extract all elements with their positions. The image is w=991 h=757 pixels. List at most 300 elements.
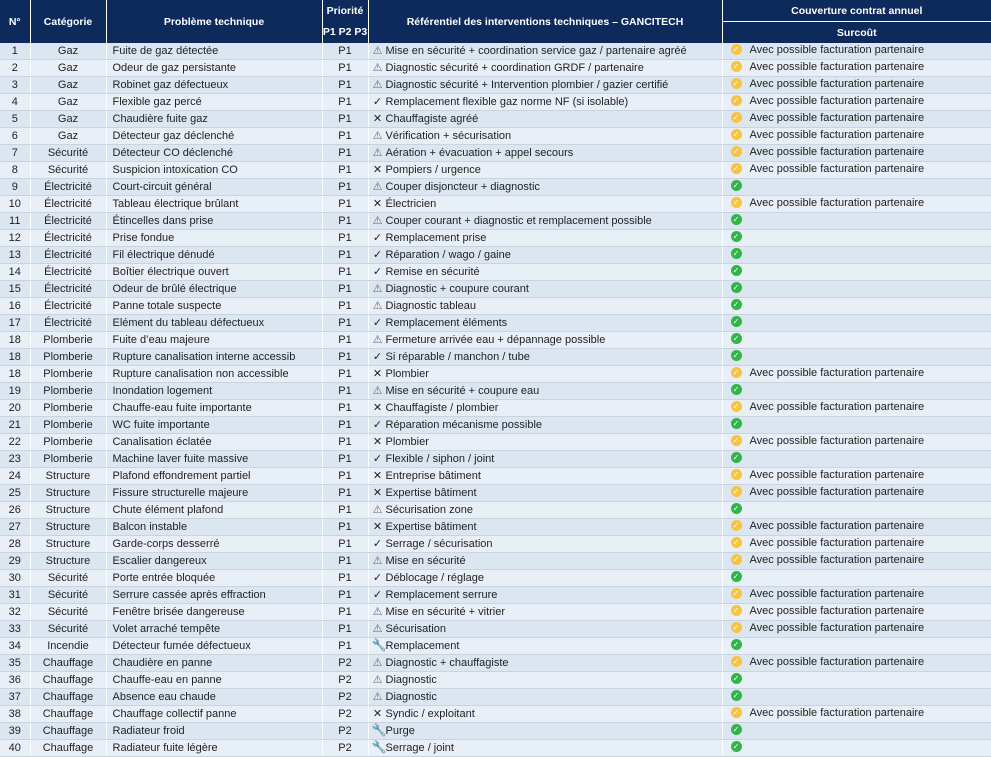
category-cell[interactable]: Structure [30, 553, 106, 570]
header-problem[interactable]: Problème technique [106, 0, 322, 43]
category-cell[interactable]: Chauffage [30, 706, 106, 723]
problem-cell[interactable]: Panne totale suspecte [106, 298, 322, 315]
row-number-cell[interactable]: 18 [0, 366, 30, 383]
coverage-cell[interactable] [722, 417, 991, 434]
problem-cell[interactable]: Suspicion intoxication CO [106, 162, 322, 179]
row-number-cell[interactable]: 17 [0, 315, 30, 332]
intervention-cell[interactable] [368, 264, 722, 281]
priority-cell[interactable]: P1 [322, 553, 368, 570]
coverage-cell[interactable] [722, 655, 991, 672]
problem-cell[interactable]: Court-circuit général [106, 179, 322, 196]
row-number-cell[interactable]: 18 [0, 349, 30, 366]
category-cell[interactable]: Électricité [30, 230, 106, 247]
category-cell[interactable]: Électricité [30, 264, 106, 281]
coverage-cell[interactable] [722, 383, 991, 400]
row-number-cell[interactable]: 33 [0, 621, 30, 638]
problem-cell[interactable]: Détecteur fumée défectueux [106, 638, 322, 655]
coverage-cell[interactable] [722, 706, 991, 723]
coverage-cell[interactable] [722, 60, 991, 77]
priority-cell[interactable]: P1 [322, 502, 368, 519]
priority-cell[interactable]: P1 [322, 485, 368, 502]
intervention-cell[interactable] [368, 553, 722, 570]
table-row[interactable] [0, 468, 991, 485]
row-number-cell[interactable]: 20 [0, 400, 30, 417]
table-row[interactable] [0, 213, 991, 230]
row-number-cell[interactable]: 1 [0, 43, 30, 60]
priority-cell[interactable]: P1 [322, 60, 368, 77]
table-row[interactable] [0, 723, 991, 740]
table-row[interactable] [0, 366, 991, 383]
intervention-cell[interactable] [368, 196, 722, 213]
intervention-cell[interactable] [368, 162, 722, 179]
coverage-cell[interactable] [722, 672, 991, 689]
coverage-cell[interactable] [722, 179, 991, 196]
problem-cell[interactable]: Tableau électrique brûlant [106, 196, 322, 213]
priority-cell[interactable]: P1 [322, 621, 368, 638]
problem-cell[interactable]: Escalier dangereux [106, 553, 322, 570]
row-number-cell[interactable]: 16 [0, 298, 30, 315]
row-number-cell[interactable]: 10 [0, 196, 30, 213]
row-number-cell[interactable]: 22 [0, 434, 30, 451]
table-row[interactable] [0, 247, 991, 264]
coverage-cell[interactable] [722, 281, 991, 298]
priority-cell[interactable]: P1 [322, 332, 368, 349]
priority-cell[interactable]: P1 [322, 451, 368, 468]
problem-cell[interactable]: Porte entrée bloquée [106, 570, 322, 587]
priority-cell[interactable]: P1 [322, 264, 368, 281]
row-number-cell[interactable]: 25 [0, 485, 30, 502]
intervention-cell[interactable] [368, 213, 722, 230]
intervention-cell[interactable] [368, 417, 722, 434]
category-cell[interactable]: Sécurité [30, 570, 106, 587]
row-number-cell[interactable]: 15 [0, 281, 30, 298]
row-number-cell[interactable]: 30 [0, 570, 30, 587]
priority-cell[interactable]: P1 [322, 43, 368, 60]
problem-cell[interactable]: Fuite de gaz détectée [106, 43, 322, 60]
problem-cell[interactable]: Fenêtre brisée dangereuse [106, 604, 322, 621]
coverage-cell[interactable] [722, 349, 991, 366]
problem-cell[interactable]: Balcon instable [106, 519, 322, 536]
header-priority-levels[interactable]: P1 P2 P3 [322, 22, 368, 44]
table-row[interactable] [0, 502, 991, 519]
priority-cell[interactable]: P1 [322, 179, 368, 196]
category-cell[interactable]: Plomberie [30, 349, 106, 366]
category-cell[interactable]: Sécurité [30, 162, 106, 179]
category-cell[interactable]: Chauffage [30, 689, 106, 706]
row-number-cell[interactable]: 24 [0, 468, 30, 485]
table-row[interactable] [0, 689, 991, 706]
coverage-cell[interactable] [722, 604, 991, 621]
row-number-cell[interactable]: 26 [0, 502, 30, 519]
priority-cell[interactable]: P1 [322, 587, 368, 604]
row-number-cell[interactable]: 28 [0, 536, 30, 553]
intervention-cell[interactable] [368, 145, 722, 162]
intervention-cell[interactable] [368, 298, 722, 315]
coverage-cell[interactable] [722, 77, 991, 94]
priority-cell[interactable]: P1 [322, 281, 368, 298]
table-row[interactable] [0, 43, 991, 60]
intervention-cell[interactable] [368, 655, 722, 672]
coverage-cell[interactable] [722, 553, 991, 570]
priority-cell[interactable]: P1 [322, 94, 368, 111]
table-row[interactable] [0, 672, 991, 689]
intervention-cell[interactable] [368, 485, 722, 502]
problem-cell[interactable]: Chauffe-eau fuite importante [106, 400, 322, 417]
intervention-cell[interactable] [368, 247, 722, 264]
intervention-cell[interactable] [368, 434, 722, 451]
row-number-cell[interactable]: 23 [0, 451, 30, 468]
row-number-cell[interactable]: 31 [0, 587, 30, 604]
table-row[interactable] [0, 77, 991, 94]
category-cell[interactable]: Gaz [30, 77, 106, 94]
priority-cell[interactable]: P2 [322, 689, 368, 706]
intervention-cell[interactable] [368, 604, 722, 621]
table-row[interactable] [0, 434, 991, 451]
problem-cell[interactable]: Canalisation éclatée [106, 434, 322, 451]
priority-cell[interactable]: P1 [322, 604, 368, 621]
problem-cell[interactable]: WC fuite importante [106, 417, 322, 434]
problem-cell[interactable]: Prise fondue [106, 230, 322, 247]
category-cell[interactable]: Chauffage [30, 672, 106, 689]
problem-cell[interactable]: Odeur de brûlé électrique [106, 281, 322, 298]
intervention-cell[interactable] [368, 536, 722, 553]
table-row[interactable] [0, 417, 991, 434]
coverage-cell[interactable] [722, 145, 991, 162]
intervention-cell[interactable] [368, 519, 722, 536]
intervention-cell[interactable] [368, 468, 722, 485]
category-cell[interactable]: Plomberie [30, 332, 106, 349]
intervention-cell[interactable] [368, 570, 722, 587]
intervention-cell[interactable] [368, 111, 722, 128]
table-row[interactable] [0, 604, 991, 621]
category-cell[interactable]: Chauffage [30, 723, 106, 740]
intervention-cell[interactable] [368, 349, 722, 366]
intervention-cell[interactable] [368, 740, 722, 757]
priority-cell[interactable]: P1 [322, 213, 368, 230]
table-row[interactable] [0, 162, 991, 179]
category-cell[interactable]: Plomberie [30, 451, 106, 468]
row-number-cell[interactable]: 11 [0, 213, 30, 230]
row-number-cell[interactable]: 18 [0, 332, 30, 349]
coverage-cell[interactable] [722, 264, 991, 281]
category-cell[interactable]: Électricité [30, 213, 106, 230]
row-number-cell[interactable]: 19 [0, 383, 30, 400]
header-surcharge[interactable]: Surcoût [722, 22, 991, 44]
coverage-cell[interactable] [722, 502, 991, 519]
coverage-cell[interactable] [722, 94, 991, 111]
category-cell[interactable]: Électricité [30, 247, 106, 264]
row-number-cell[interactable]: 32 [0, 604, 30, 621]
coverage-cell[interactable] [722, 332, 991, 349]
problem-cell[interactable]: Détecteur gaz déclenché [106, 128, 322, 145]
problem-cell[interactable]: Chauffage collectif panne [106, 706, 322, 723]
header-coverage[interactable]: Couverture contrat annuel [722, 0, 991, 22]
intervention-cell[interactable] [368, 723, 722, 740]
category-cell[interactable]: Plomberie [30, 400, 106, 417]
row-number-cell[interactable]: 7 [0, 145, 30, 162]
problem-cell[interactable]: Inondation logement [106, 383, 322, 400]
problem-cell[interactable]: Fil électrique dénudé [106, 247, 322, 264]
priority-cell[interactable]: P1 [322, 128, 368, 145]
row-number-cell[interactable]: 34 [0, 638, 30, 655]
problem-cell[interactable]: Garde-corps desserré [106, 536, 322, 553]
intervention-cell[interactable] [368, 451, 722, 468]
table-row[interactable] [0, 315, 991, 332]
priority-cell[interactable]: P1 [322, 468, 368, 485]
intervention-cell[interactable] [368, 366, 722, 383]
coverage-cell[interactable] [722, 230, 991, 247]
category-cell[interactable]: Gaz [30, 43, 106, 60]
coverage-cell[interactable] [722, 247, 991, 264]
intervention-cell[interactable] [368, 94, 722, 111]
intervention-cell[interactable] [368, 179, 722, 196]
row-number-cell[interactable]: 13 [0, 247, 30, 264]
row-number-cell[interactable]: 21 [0, 417, 30, 434]
coverage-cell[interactable] [722, 570, 991, 587]
table-row[interactable] [0, 451, 991, 468]
intervention-cell[interactable] [368, 332, 722, 349]
coverage-cell[interactable] [722, 689, 991, 706]
problem-cell[interactable]: Rupture canalisation interne accessib [106, 349, 322, 366]
coverage-cell[interactable] [722, 111, 991, 128]
coverage-cell[interactable] [722, 485, 991, 502]
intervention-cell[interactable] [368, 587, 722, 604]
row-number-cell[interactable]: 29 [0, 553, 30, 570]
priority-cell[interactable]: P2 [322, 655, 368, 672]
coverage-cell[interactable] [722, 468, 991, 485]
problem-cell[interactable]: Machine laver fuite massive [106, 451, 322, 468]
problem-cell[interactable]: Absence eau chaude [106, 689, 322, 706]
priority-cell[interactable]: P1 [322, 570, 368, 587]
problem-cell[interactable]: Détecteur CO déclenché [106, 145, 322, 162]
table-row[interactable] [0, 587, 991, 604]
category-cell[interactable]: Sécurité [30, 145, 106, 162]
coverage-cell[interactable] [722, 366, 991, 383]
table-row[interactable] [0, 94, 991, 111]
priority-cell[interactable]: P2 [322, 706, 368, 723]
intervention-cell[interactable] [368, 230, 722, 247]
coverage-cell[interactable] [722, 196, 991, 213]
row-number-cell[interactable]: 9 [0, 179, 30, 196]
table-row[interactable] [0, 655, 991, 672]
priority-cell[interactable]: P1 [322, 638, 368, 655]
problem-cell[interactable]: Plafond effondrement partiel [106, 468, 322, 485]
category-cell[interactable]: Plomberie [30, 366, 106, 383]
priority-cell[interactable]: P1 [322, 196, 368, 213]
coverage-cell[interactable] [722, 587, 991, 604]
priority-cell[interactable]: P1 [322, 111, 368, 128]
problem-cell[interactable]: Étincelles dans prise [106, 213, 322, 230]
table-row[interactable] [0, 230, 991, 247]
category-cell[interactable]: Gaz [30, 60, 106, 77]
table-row[interactable] [0, 196, 991, 213]
category-cell[interactable]: Électricité [30, 179, 106, 196]
priority-cell[interactable]: P1 [322, 145, 368, 162]
intervention-cell[interactable] [368, 77, 722, 94]
intervention-cell[interactable] [368, 60, 722, 77]
row-number-cell[interactable]: 14 [0, 264, 30, 281]
table-row[interactable] [0, 332, 991, 349]
row-number-cell[interactable]: 5 [0, 111, 30, 128]
intervention-cell[interactable] [368, 400, 722, 417]
table-row[interactable] [0, 519, 991, 536]
category-cell[interactable]: Incendie [30, 638, 106, 655]
header-num[interactable]: N° [0, 0, 30, 43]
problem-cell[interactable]: Boîtier électrique ouvert [106, 264, 322, 281]
category-cell[interactable]: Sécurité [30, 621, 106, 638]
intervention-cell[interactable] [368, 689, 722, 706]
intervention-cell[interactable] [368, 128, 722, 145]
priority-cell[interactable]: P1 [322, 519, 368, 536]
priority-cell[interactable]: P1 [322, 315, 368, 332]
row-number-cell[interactable]: 36 [0, 672, 30, 689]
row-number-cell[interactable]: 27 [0, 519, 30, 536]
priority-cell[interactable]: P1 [322, 536, 368, 553]
row-number-cell[interactable]: 3 [0, 77, 30, 94]
category-cell[interactable]: Gaz [30, 128, 106, 145]
table-row[interactable] [0, 60, 991, 77]
table-row[interactable] [0, 536, 991, 553]
header-priority[interactable]: Priorité [322, 0, 368, 22]
priority-cell[interactable]: P1 [322, 162, 368, 179]
row-number-cell[interactable]: 8 [0, 162, 30, 179]
coverage-cell[interactable] [722, 519, 991, 536]
problem-cell[interactable]: Radiateur froid [106, 723, 322, 740]
coverage-cell[interactable] [722, 400, 991, 417]
intervention-cell[interactable] [368, 706, 722, 723]
category-cell[interactable]: Structure [30, 485, 106, 502]
priority-cell[interactable]: P1 [322, 230, 368, 247]
header-category[interactable]: Catégorie [30, 0, 106, 43]
table-row[interactable] [0, 706, 991, 723]
header-reference[interactable]: Référentiel des interventions techniques – GANCITECH [368, 0, 722, 43]
coverage-cell[interactable] [722, 740, 991, 757]
priority-cell[interactable]: P1 [322, 298, 368, 315]
intervention-cell[interactable] [368, 383, 722, 400]
priority-cell[interactable]: P2 [322, 740, 368, 757]
priority-cell[interactable]: P1 [322, 434, 368, 451]
table-row[interactable] [0, 740, 991, 757]
category-cell[interactable]: Sécurité [30, 604, 106, 621]
row-number-cell[interactable]: 35 [0, 655, 30, 672]
category-cell[interactable]: Électricité [30, 298, 106, 315]
coverage-cell[interactable] [722, 434, 991, 451]
intervention-cell[interactable] [368, 672, 722, 689]
problem-cell[interactable]: Chaudière en panne [106, 655, 322, 672]
coverage-cell[interactable] [722, 43, 991, 60]
table-row[interactable] [0, 281, 991, 298]
category-cell[interactable]: Sécurité [30, 587, 106, 604]
coverage-cell[interactable] [722, 315, 991, 332]
priority-cell[interactable]: P1 [322, 400, 368, 417]
problem-cell[interactable]: Chauffe-eau en panne [106, 672, 322, 689]
problem-cell[interactable]: Chute élément plafond [106, 502, 322, 519]
row-number-cell[interactable]: 38 [0, 706, 30, 723]
category-cell[interactable]: Structure [30, 536, 106, 553]
table-row[interactable] [0, 298, 991, 315]
coverage-cell[interactable] [722, 638, 991, 655]
problem-cell[interactable]: Volet arraché tempête [106, 621, 322, 638]
table-row[interactable] [0, 349, 991, 366]
table-row[interactable] [0, 638, 991, 655]
category-cell[interactable]: Plomberie [30, 434, 106, 451]
row-number-cell[interactable]: 37 [0, 689, 30, 706]
table-row[interactable] [0, 179, 991, 196]
row-number-cell[interactable]: 39 [0, 723, 30, 740]
coverage-cell[interactable] [722, 723, 991, 740]
priority-cell[interactable]: P1 [322, 349, 368, 366]
problem-cell[interactable]: Fissure structurelle majeure [106, 485, 322, 502]
row-number-cell[interactable]: 2 [0, 60, 30, 77]
category-cell[interactable]: Structure [30, 468, 106, 485]
table-row[interactable] [0, 570, 991, 587]
table-row[interactable] [0, 400, 991, 417]
intervention-cell[interactable] [368, 502, 722, 519]
category-cell[interactable]: Électricité [30, 315, 106, 332]
problem-cell[interactable]: Odeur de gaz persistante [106, 60, 322, 77]
category-cell[interactable]: Gaz [30, 111, 106, 128]
problem-cell[interactable]: Elément du tableau défectueux [106, 315, 322, 332]
problem-cell[interactable]: Serrure cassée après effraction [106, 587, 322, 604]
intervention-cell[interactable] [368, 315, 722, 332]
category-cell[interactable]: Électricité [30, 196, 106, 213]
row-number-cell[interactable]: 4 [0, 94, 30, 111]
intervention-cell[interactable] [368, 43, 722, 60]
category-cell[interactable]: Structure [30, 502, 106, 519]
coverage-cell[interactable] [722, 621, 991, 638]
table-row[interactable] [0, 553, 991, 570]
category-cell[interactable]: Structure [30, 519, 106, 536]
problem-cell[interactable]: Radiateur fuite légère [106, 740, 322, 757]
table-row[interactable] [0, 485, 991, 502]
table-row[interactable] [0, 264, 991, 281]
table-row[interactable] [0, 383, 991, 400]
category-cell[interactable]: Électricité [30, 281, 106, 298]
priority-cell[interactable]: P1 [322, 383, 368, 400]
table-row[interactable] [0, 621, 991, 638]
row-number-cell[interactable]: 12 [0, 230, 30, 247]
priority-cell[interactable]: P2 [322, 723, 368, 740]
intervention-cell[interactable] [368, 638, 722, 655]
priority-cell[interactable]: P2 [322, 672, 368, 689]
coverage-cell[interactable] [722, 162, 991, 179]
row-number-cell[interactable]: 40 [0, 740, 30, 757]
coverage-cell[interactable] [722, 213, 991, 230]
priority-cell[interactable]: P1 [322, 77, 368, 94]
problem-cell[interactable]: Flexible gaz percé [106, 94, 322, 111]
coverage-cell[interactable] [722, 536, 991, 553]
coverage-cell[interactable] [722, 451, 991, 468]
intervention-cell[interactable] [368, 621, 722, 638]
priority-cell[interactable]: P1 [322, 366, 368, 383]
category-cell[interactable]: Plomberie [30, 417, 106, 434]
coverage-cell[interactable] [722, 298, 991, 315]
priority-cell[interactable]: P1 [322, 417, 368, 434]
category-cell[interactable]: Chauffage [30, 655, 106, 672]
category-cell[interactable]: Chauffage [30, 740, 106, 757]
category-cell[interactable]: Plomberie [30, 383, 106, 400]
intervention-cell[interactable] [368, 281, 722, 298]
category-cell[interactable]: Gaz [30, 94, 106, 111]
table-row[interactable] [0, 145, 991, 162]
problem-cell[interactable]: Fuite d’eau majeure [106, 332, 322, 349]
table-row[interactable] [0, 111, 991, 128]
priority-cell[interactable]: P1 [322, 247, 368, 264]
coverage-cell[interactable] [722, 128, 991, 145]
problem-cell[interactable]: Robinet gaz défectueux [106, 77, 322, 94]
table-row[interactable] [0, 128, 991, 145]
row-number-cell[interactable]: 6 [0, 128, 30, 145]
